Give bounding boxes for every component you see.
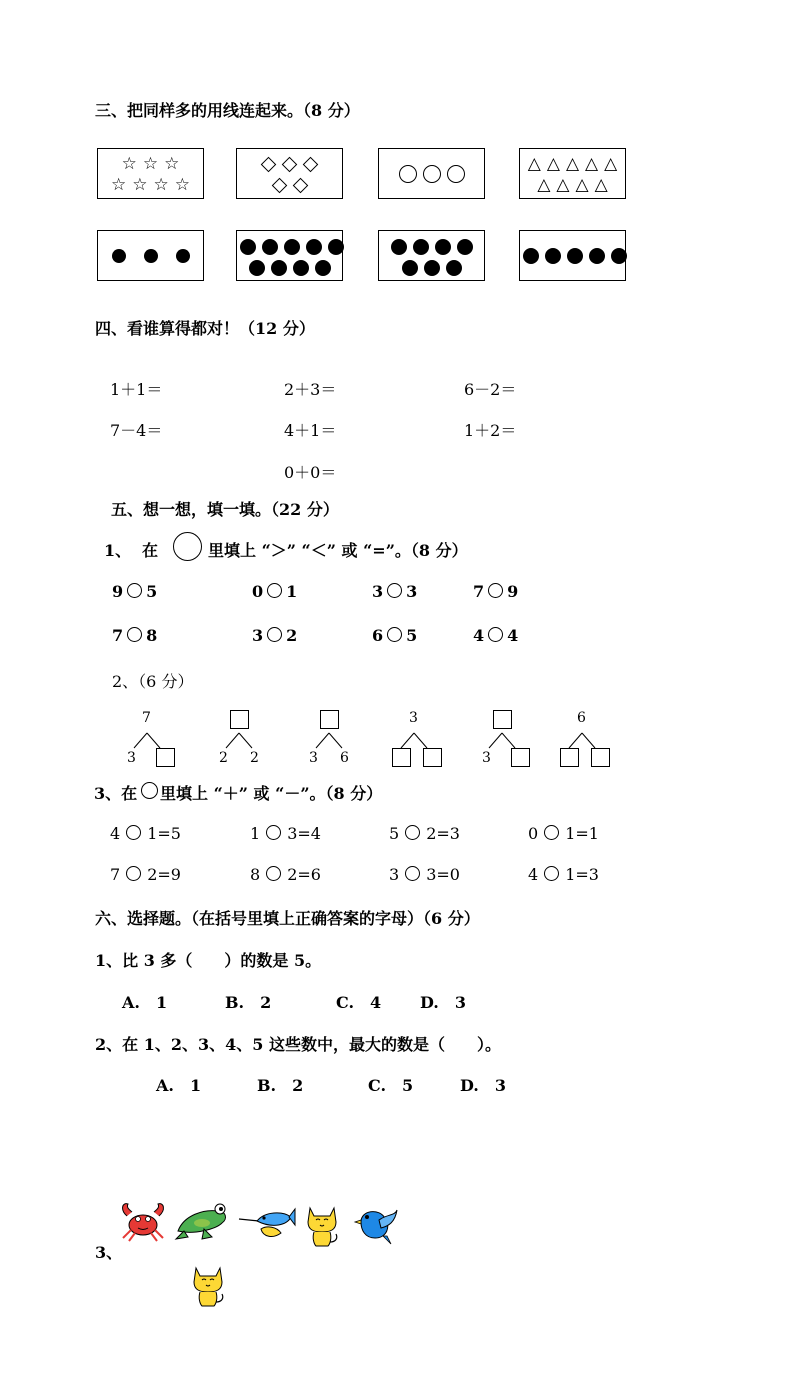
answer-circle[interactable] — [127, 583, 142, 598]
triangle-icon: △ — [585, 154, 599, 174]
bond-child-number: 2 — [219, 750, 228, 766]
cat-icon — [302, 1204, 342, 1248]
dot-icon — [176, 249, 190, 263]
bond-child-number: 3 — [482, 750, 491, 766]
answer-circle[interactable] — [544, 825, 559, 840]
operator-item — [389, 865, 460, 884]
big-circle-icon — [173, 532, 202, 561]
choice-q1-option: C. 4 — [336, 993, 382, 1012]
operand-result: 1=3 — [565, 865, 599, 884]
triangle-icon: △ — [546, 154, 560, 174]
bond-line — [569, 733, 582, 748]
answer-circle[interactable] — [387, 627, 402, 642]
compare-right-number: 4 — [507, 626, 519, 645]
operand-result: 1=1 — [565, 824, 599, 843]
choice-q1-option: A. 1 — [122, 993, 168, 1012]
compare-right-number: 5 — [406, 626, 418, 645]
section5-title: 五、想一想，填一填。（22 分） — [111, 500, 339, 519]
dot-icon — [391, 239, 407, 255]
symbol-box — [97, 148, 204, 199]
dot-icon — [328, 239, 344, 255]
symbol-box — [519, 148, 626, 199]
compare-left-number: 6 — [372, 626, 384, 645]
bird-icon — [353, 1204, 399, 1246]
compare-item — [372, 582, 417, 601]
operand-number: 1 — [250, 824, 261, 843]
operand-result: 2=6 — [287, 865, 321, 884]
dot-icon — [523, 248, 539, 264]
bond-top-number: 7 — [142, 710, 151, 726]
operand-number: 3 — [389, 865, 400, 884]
q1-num: 1、 — [104, 541, 132, 560]
bond-line — [489, 733, 502, 748]
dot-icon — [413, 239, 429, 255]
dot-icon — [435, 239, 451, 255]
symbol-box — [236, 148, 343, 199]
triangle-icon: △ — [604, 154, 618, 174]
dot-icon — [240, 239, 256, 255]
diamond-icon — [282, 157, 298, 173]
compare-right-number: 9 — [507, 582, 519, 601]
bond-line — [147, 733, 160, 748]
answer-circle[interactable] — [267, 583, 282, 598]
diamond-icon — [261, 157, 277, 173]
choice-q3-num: 3、 — [95, 1243, 123, 1262]
operator-item — [110, 824, 181, 843]
calc-problem: 6－2＝ — [464, 380, 517, 399]
bond-lines — [0, 700, 794, 780]
answer-circle[interactable] — [544, 866, 559, 881]
circle-icon — [399, 165, 417, 183]
star-icon: ☆ — [174, 175, 190, 195]
compare-left-number: 3 — [252, 626, 264, 645]
operator-item — [110, 865, 181, 884]
bond-child-number: 3 — [309, 750, 318, 766]
compare-right-number: 1 — [286, 582, 298, 601]
symbol-box — [378, 230, 485, 281]
operand-result: 3=4 — [287, 824, 321, 843]
q3-instruction: 里填上 “＋” 或 “－”。（8 分） — [160, 784, 383, 803]
answer-circle[interactable] — [405, 866, 420, 881]
bond-line — [401, 733, 414, 748]
dot-icon — [545, 248, 561, 264]
crab-icon — [118, 1200, 168, 1242]
triangle-icon: △ — [594, 175, 608, 195]
dot-icon — [249, 260, 265, 276]
compare-item — [473, 626, 518, 645]
circle-icon — [447, 165, 465, 183]
diamond-icon — [271, 178, 287, 194]
choice-q2-option: C. 5 — [368, 1076, 414, 1095]
bond-line — [414, 733, 427, 748]
dot-icon — [315, 260, 331, 276]
answer-circle[interactable] — [267, 627, 282, 642]
dot-icon — [567, 248, 583, 264]
choice-q2: 2、在 1、2、3、4、5 这些数中，最大的数是（ ）。 — [95, 1035, 501, 1054]
star-icon: ☆ — [153, 175, 169, 195]
answer-circle[interactable] — [266, 866, 281, 881]
operand-number: 5 — [389, 824, 400, 843]
operator-item — [250, 824, 321, 843]
operand-number: 4 — [528, 865, 539, 884]
calc-problem: 0＋0＝ — [284, 463, 337, 482]
operator-item — [389, 824, 460, 843]
dot-icon — [271, 260, 287, 276]
dot-icon — [402, 260, 418, 276]
bond-top-number: 6 — [577, 710, 586, 726]
dot-icon — [589, 248, 605, 264]
dot-icon — [293, 260, 309, 276]
answer-circle[interactable] — [126, 825, 141, 840]
operator-item — [528, 865, 599, 884]
symbol-box — [378, 148, 485, 199]
dot-icon — [262, 239, 278, 255]
compare-item — [252, 582, 297, 601]
dot-icon — [457, 239, 473, 255]
star-icon: ☆ — [142, 154, 159, 174]
dot-icon — [446, 260, 462, 276]
bond-child-number: 6 — [340, 750, 349, 766]
bond-line — [329, 733, 342, 748]
triangle-icon: △ — [537, 175, 551, 195]
bond-top-box[interactable] — [320, 710, 339, 729]
compare-left-number: 3 — [372, 582, 384, 601]
answer-circle[interactable] — [266, 825, 281, 840]
choice-q1-option: D. 3 — [420, 993, 467, 1012]
q2-label: 2、（6 分） — [112, 672, 194, 691]
bond-child-box[interactable] — [392, 748, 411, 767]
cat-icon — [188, 1264, 228, 1308]
triangle-icon: △ — [527, 154, 541, 174]
section6-title: 六、选择题。（在括号里填上正确答案的字母）（6 分） — [95, 909, 480, 928]
operand-number: 7 — [110, 865, 121, 884]
compare-right-number: 5 — [146, 582, 158, 601]
compare-right-number: 3 — [406, 582, 418, 601]
bond-line — [316, 733, 329, 748]
bond-top-box[interactable] — [230, 710, 249, 729]
star-icon: ☆ — [121, 154, 137, 174]
operand-number: 0 — [528, 824, 539, 843]
calc-problem: 4＋1＝ — [284, 421, 337, 440]
dot-icon — [424, 260, 440, 276]
operator-item — [250, 865, 321, 884]
dot-icon — [611, 248, 627, 264]
compare-left-number: 9 — [112, 582, 124, 601]
section3-title: 三、把同样多的用线连起来。（8 分） — [95, 101, 360, 120]
section4-title: 四、看谁算得都对！（12 分） — [95, 319, 315, 338]
answer-circle[interactable] — [405, 825, 420, 840]
circle-icon — [141, 782, 158, 799]
triangle-icon: △ — [565, 154, 580, 174]
choice-q2-option: B. 2 — [257, 1076, 304, 1095]
circle-icon — [423, 165, 441, 183]
compare-left-number: 0 — [252, 582, 264, 601]
compare-right-number: 2 — [286, 626, 298, 645]
swordfish-icon — [237, 1203, 297, 1243]
symbol-box — [236, 230, 343, 281]
bond-top-number: 3 — [409, 710, 418, 726]
symbol-box — [97, 230, 204, 281]
operand-result: 1=5 — [147, 824, 181, 843]
bond-child-box[interactable] — [423, 748, 442, 767]
operator-item — [528, 824, 599, 843]
diamond-icon — [292, 178, 308, 194]
triangle-icon: △ — [575, 175, 589, 195]
dot-icon — [144, 249, 158, 263]
star-icon: ☆ — [111, 175, 127, 195]
operand-result: 2=9 — [147, 865, 181, 884]
dot-icon — [112, 249, 126, 263]
answer-circle[interactable] — [488, 627, 503, 642]
compare-item — [252, 626, 297, 645]
answer-circle[interactable] — [488, 583, 503, 598]
calc-problem: 2＋3＝ — [284, 380, 337, 399]
bond-line — [226, 733, 239, 748]
answer-circle[interactable] — [127, 627, 142, 642]
star-icon: ☆ — [164, 154, 180, 174]
q3-pre: 3、在 — [94, 784, 138, 803]
bond-top-box[interactable] — [493, 710, 512, 729]
compare-left-number: 7 — [473, 582, 485, 601]
compare-item — [372, 626, 417, 645]
calc-problem: 1＋1＝ — [110, 380, 163, 399]
choice-q2-option: A. 1 — [156, 1076, 202, 1095]
bond-line — [134, 733, 147, 748]
choice-q1: 1、比 3 多（ ）的数是 5。 — [95, 951, 322, 970]
operand-number: 8 — [250, 865, 261, 884]
compare-item — [473, 582, 518, 601]
answer-circle[interactable] — [387, 583, 402, 598]
diamond-icon — [303, 157, 319, 173]
bond-child-number: 3 — [127, 750, 136, 766]
compare-item — [112, 582, 157, 601]
choice-q1-option: B. 2 — [225, 993, 272, 1012]
compare-item — [112, 626, 157, 645]
dot-icon — [306, 239, 322, 255]
compare-left-number: 4 — [473, 626, 485, 645]
answer-circle[interactable] — [126, 866, 141, 881]
bond-child-number: 2 — [250, 750, 259, 766]
bond-child-box[interactable] — [591, 748, 610, 767]
dot-icon — [284, 239, 300, 255]
bond-child-box[interactable] — [560, 748, 579, 767]
bond-line — [502, 733, 515, 748]
frog-icon — [174, 1201, 232, 1241]
bond-line — [582, 733, 595, 748]
bond-child-box[interactable] — [511, 748, 530, 767]
compare-right-number: 8 — [146, 626, 158, 645]
calc-problem: 1＋2＝ — [464, 421, 517, 440]
compare-left-number: 7 — [112, 626, 124, 645]
q1-instruction: 里填上 “＞” “＜” 或 “=”。（8 分） — [208, 541, 468, 560]
operand-result: 3=0 — [426, 865, 460, 884]
star-icon: ☆ — [132, 175, 148, 195]
q1-pre: 在 — [142, 541, 159, 560]
triangle-icon: △ — [556, 175, 570, 195]
bond-child-box[interactable] — [156, 748, 175, 767]
symbol-box — [519, 230, 626, 281]
operand-number: 4 — [110, 824, 121, 843]
calc-problem: 7－4＝ — [110, 421, 163, 440]
bond-line — [239, 733, 252, 748]
choice-q2-option: D. 3 — [460, 1076, 507, 1095]
operand-result: 2=3 — [426, 824, 460, 843]
